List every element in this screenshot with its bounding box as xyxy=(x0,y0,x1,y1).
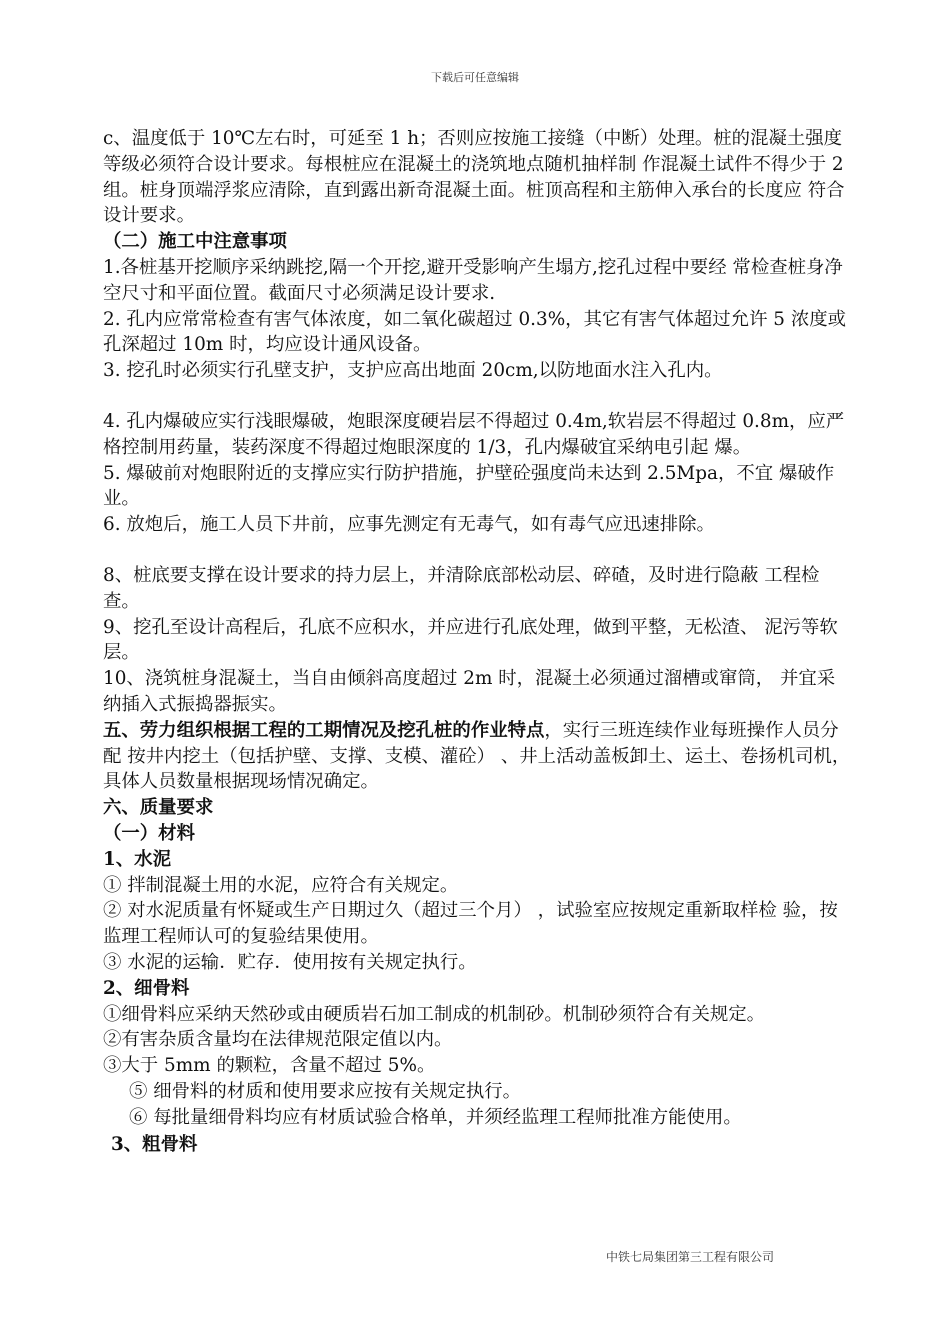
note-item-1: 1.各桩基开挖顺序采纳跳挖,隔一个开挖,避开受影响产生塌方,挖孔过程中要经 常检查桩身净空尺寸和平面位置。截面尺寸必须满足设计要求. xyxy=(103,256,843,304)
fine-item-2: ②有害杂质含量均在法律规范限定值以内。 xyxy=(103,1029,453,1051)
heading-cement: 1、水泥 xyxy=(103,848,171,870)
document-body xyxy=(103,126,853,1158)
page-header: 下载后可任意编辑 xyxy=(431,71,519,84)
fine-item-6 xyxy=(103,1105,853,1131)
cement-item-3: ③ 水泥的运输．贮存．使用按有关规定执行。 xyxy=(103,951,477,973)
section-labor-text: ，实行三班连续作业每班操作人员分配 按井内挖土（包括护壁、支撑、支模、灌砼） 、井上活动盖板卸土、运土、卷扬机司机， 具体人员数量根据现场情况确定。 xyxy=(103,719,851,793)
note-item-8: 8、桩底要支撑在设计要求的持力层上，并清除底部松动层、碎碴，及时进行隐蔽 工程检查。 xyxy=(103,564,820,612)
section-labor-organization xyxy=(103,718,853,795)
heading-materials: （一）材料 xyxy=(103,822,195,844)
note-item-2: 2. 孔内应常常检查有害气体浓度，如二氧化碳超过 0.3%，其它有害气体超过允许 5 浓度或孔深超过 10m 时，均应设计通风设备。 xyxy=(103,308,847,356)
heading-quality: 六、质量要求 xyxy=(103,797,214,819)
cement-item-1: ① 拌制混凝土用的水泥，应符合有关规定。 xyxy=(103,874,459,896)
note-item-4: 4. 孔内爆破应实行浅眼爆破，炮眼深度硬岩层不得超过 0.4m,软岩层不得超过 0.8m，应严格控制用药量，装药深度不得超过炮眼深度的 1/3，孔内爆破宜采纳电引起 爆。 xyxy=(103,410,845,458)
note-item-3: 3. 挖孔时必须实行孔壁支护，支护应高出地面 20cm,以防地面水注入孔内。 xyxy=(103,360,723,382)
heading-fine-aggregate: 2、细骨料 xyxy=(103,977,190,999)
heading-coarse-aggregate: 3、粗骨料 xyxy=(111,1134,198,1156)
fine-item-5: ⑤ 细骨料的材质和使用要求应按有关规定执行。 xyxy=(129,1080,522,1102)
spacer xyxy=(103,384,853,409)
paragraph-curing: c、温度低于 10℃左右时，可延至 1 h；否则应按施工接缝（中断）处理。桩的混凝土强度等级必须符合设计要求。每根桩应在混凝土的浇筑地点随机抽样制 作混凝土试件不得少于 2 组。桩身顶端浮浆应清除，直到露出新奇混凝土面。桩顶高程和主筋伸入承台的长度应 符合设计要求。 xyxy=(103,128,845,227)
page-footer: 中铁七局集团第三工程有限公司 xyxy=(606,1250,775,1264)
note-item-9: 9、挖孔至设计高程后，孔底不应积水，并应进行孔底处理，做到平整，无松渣、 泥污等软层。 xyxy=(103,616,838,664)
heading-construction-notes: （二）施工中注意事项 xyxy=(103,231,287,253)
note-item-10: 10、浇筑桩身混凝土，当自由倾斜高度超过 2m 时，混凝土必须通过溜槽或窜筒， 并宜采纳插入式振捣器振实。 xyxy=(103,668,836,715)
fine-item-3: ③大于 5mm 的颗粒，含量不超过 5%。 xyxy=(103,1055,436,1077)
cement-item-2: ② 对水泥质量有怀疑或生产日期过久（超过三个月） ，试验室应按规定重新取样检 验，按监理工程师认可的复验结果使用。 xyxy=(103,900,838,948)
fine-item-6-text: ⑥ 每批量细骨料均应有材质试验合格单，并须经监理工程师批准方能使用。 xyxy=(129,1106,742,1128)
spacer xyxy=(103,538,853,563)
section-labor-title: 五、劳力组织根据工程的工期情况及挖孔桩的作业特点 xyxy=(103,719,545,741)
note-item-5: 5. 爆破前对炮眼附近的支撑应实行防护措施，护壁砼强度尚未达到 2.5Mpa，不宜 爆破作业。 xyxy=(103,462,835,510)
note-item-6: 6. 放炮后，施工人员下井前，应事先测定有无毒气，如有毒气应迅速排除。 xyxy=(103,514,715,536)
fine-item-1: ①细骨料应采纳天然砂或由硬质岩石加工制成的机制砂。机制砂须符合有关规定。 xyxy=(103,1003,766,1025)
